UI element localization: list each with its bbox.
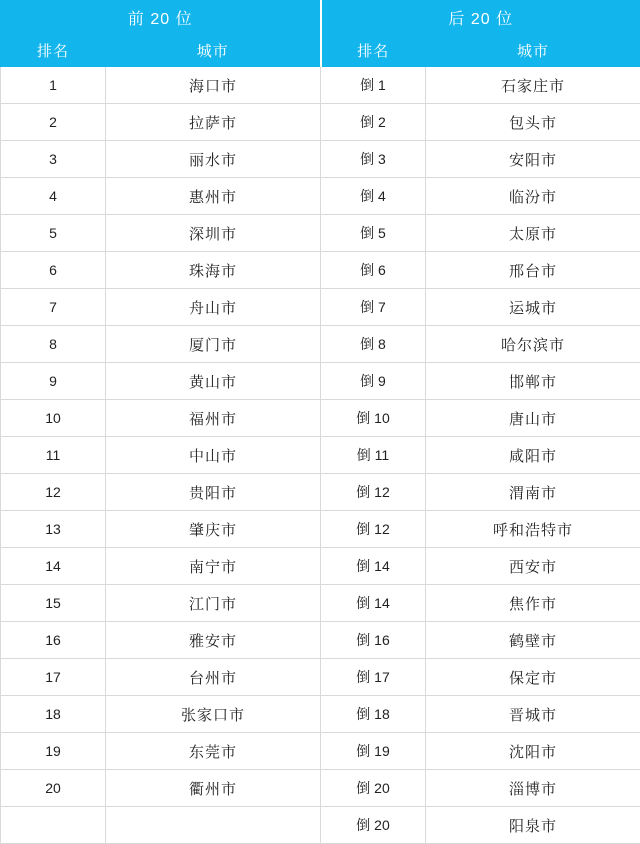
city-left: 福州市 — [106, 400, 321, 437]
rank-left: 8 — [1, 326, 106, 363]
city-left: 惠州市 — [106, 178, 321, 215]
table-row — [1, 770, 640, 807]
column-header-rank-left: 排名 — [1, 35, 106, 67]
city-left: 江门市 — [106, 585, 321, 622]
rank-left — [1, 807, 106, 844]
table-row — [1, 437, 640, 474]
city-right: 唐山市 — [426, 400, 640, 437]
table-row — [1, 289, 640, 326]
rank-left: 10 — [1, 400, 106, 437]
city-left: 中山市 — [106, 437, 321, 474]
city-left: 东莞市 — [106, 733, 321, 770]
city-left: 贵阳市 — [106, 474, 321, 511]
city-right: 淄博市 — [426, 770, 640, 807]
rank-right: 倒 8 — [321, 326, 426, 363]
rank-right: 倒 4 — [321, 178, 426, 215]
city-right: 焦作市 — [426, 585, 640, 622]
table-row — [1, 326, 640, 363]
city-left: 南宁市 — [106, 548, 321, 585]
rank-left: 19 — [1, 733, 106, 770]
city-right: 临汾市 — [426, 178, 640, 215]
city-right: 西安市 — [426, 548, 640, 585]
table-row — [1, 141, 640, 178]
city-left: 海口市 — [106, 67, 321, 104]
city-right: 保定市 — [426, 659, 640, 696]
group-header-top20: 前 20 位 — [1, 1, 321, 35]
rank-left: 16 — [1, 622, 106, 659]
rank-right: 倒 17 — [321, 659, 426, 696]
rank-right: 倒 18 — [321, 696, 426, 733]
rank-right: 倒 11 — [321, 437, 426, 474]
rank-left: 12 — [1, 474, 106, 511]
rank-left: 7 — [1, 289, 106, 326]
table-row — [1, 696, 640, 733]
city-left: 丽水市 — [106, 141, 321, 178]
city-right: 安阳市 — [426, 141, 640, 178]
rank-left: 4 — [1, 178, 106, 215]
table-row — [1, 733, 640, 770]
city-right: 沈阳市 — [426, 733, 640, 770]
column-header-city-right: 城市 — [426, 35, 640, 67]
city-left — [106, 807, 321, 844]
rank-right: 倒 20 — [321, 770, 426, 807]
column-header-city-left: 城市 — [106, 35, 321, 67]
rank-left: 15 — [1, 585, 106, 622]
table-row — [1, 104, 640, 141]
table-row — [1, 585, 640, 622]
rank-right: 倒 14 — [321, 585, 426, 622]
city-left: 黄山市 — [106, 363, 321, 400]
rank-right: 倒 1 — [321, 67, 426, 104]
table-row — [1, 178, 640, 215]
rank-right: 倒 5 — [321, 215, 426, 252]
rank-right: 倒 14 — [321, 548, 426, 585]
rank-left: 6 — [1, 252, 106, 289]
rank-left: 1 — [1, 67, 106, 104]
rank-right: 倒 9 — [321, 363, 426, 400]
table-row — [1, 67, 640, 104]
city-right: 渭南市 — [426, 474, 640, 511]
city-right: 阳泉市 — [426, 807, 640, 844]
rank-left: 2 — [1, 104, 106, 141]
column-header-rank-right: 排名 — [321, 35, 426, 67]
city-right: 包头市 — [426, 104, 640, 141]
rank-left: 9 — [1, 363, 106, 400]
rank-left: 14 — [1, 548, 106, 585]
table-row — [1, 622, 640, 659]
city-left: 肇庆市 — [106, 511, 321, 548]
city-right: 鹤壁市 — [426, 622, 640, 659]
column-header-row — [1, 35, 640, 67]
city-right: 呼和浩特市 — [426, 511, 640, 548]
city-right: 运城市 — [426, 289, 640, 326]
city-left: 珠海市 — [106, 252, 321, 289]
city-left: 衢州市 — [106, 770, 321, 807]
rank-right: 倒 12 — [321, 474, 426, 511]
rank-right: 倒 12 — [321, 511, 426, 548]
rank-right: 倒 7 — [321, 289, 426, 326]
rank-right: 倒 16 — [321, 622, 426, 659]
city-left: 张家口市 — [106, 696, 321, 733]
table-row — [1, 511, 640, 548]
table-row — [1, 252, 640, 289]
rank-right: 倒 10 — [321, 400, 426, 437]
city-right: 咸阳市 — [426, 437, 640, 474]
city-left: 深圳市 — [106, 215, 321, 252]
table-row — [1, 807, 640, 844]
city-right: 晋城市 — [426, 696, 640, 733]
city-right: 邯郸市 — [426, 363, 640, 400]
city-right: 邢台市 — [426, 252, 640, 289]
rank-left: 13 — [1, 511, 106, 548]
rank-left: 17 — [1, 659, 106, 696]
city-right: 太原市 — [426, 215, 640, 252]
rank-right: 倒 6 — [321, 252, 426, 289]
rank-left: 18 — [1, 696, 106, 733]
city-right: 石家庄市 — [426, 67, 640, 104]
rank-right: 倒 20 — [321, 807, 426, 844]
city-left: 拉萨市 — [106, 104, 321, 141]
table-row — [1, 474, 640, 511]
city-right: 哈尔滨市 — [426, 326, 640, 363]
city-left: 台州市 — [106, 659, 321, 696]
city-left: 舟山市 — [106, 289, 321, 326]
group-header-bottom20: 后 20 位 — [321, 1, 640, 35]
table-row — [1, 659, 640, 696]
city-left: 雅安市 — [106, 622, 321, 659]
rank-left: 5 — [1, 215, 106, 252]
rank-right: 倒 19 — [321, 733, 426, 770]
rank-left: 3 — [1, 141, 106, 178]
table-row — [1, 548, 640, 585]
group-header-row — [1, 1, 640, 35]
city-left: 厦门市 — [106, 326, 321, 363]
rank-right: 倒 2 — [321, 104, 426, 141]
table-row — [1, 363, 640, 400]
table-row — [1, 215, 640, 252]
table-header — [1, 1, 640, 67]
table-row — [1, 400, 640, 437]
rank-left: 11 — [1, 437, 106, 474]
table-body — [1, 67, 640, 844]
rank-right: 倒 3 — [321, 141, 426, 178]
rank-left: 20 — [1, 770, 106, 807]
